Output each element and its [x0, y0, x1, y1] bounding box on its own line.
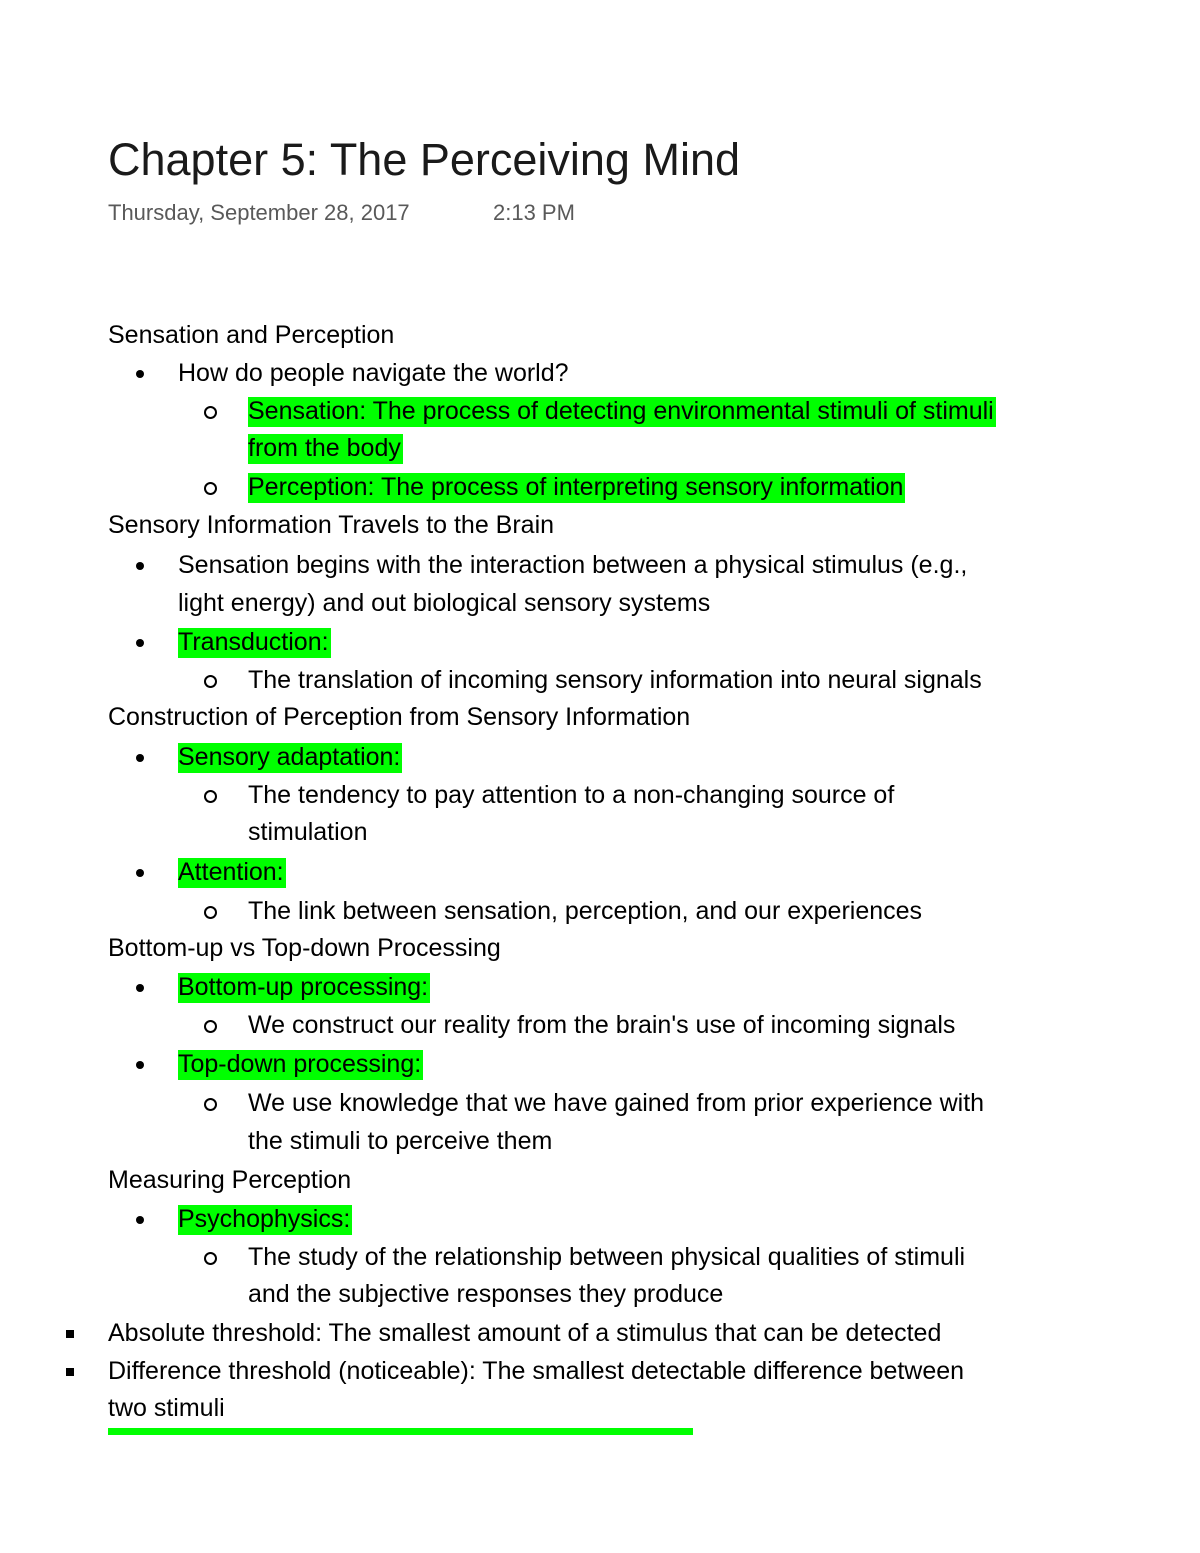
circle-bullet-icon	[204, 1008, 217, 1042]
disc-bullet-icon	[136, 740, 144, 774]
term-highlight: Bottom-up processing:	[178, 973, 429, 1001]
list-item: The translation of incoming sensory information into neural signals	[248, 666, 982, 694]
highlighted-text	[248, 431, 403, 465]
disc-bullet-icon	[136, 625, 144, 659]
section-heading: Construction of Perception from Sensory Information	[108, 703, 691, 731]
square-bullet-icon	[66, 1316, 74, 1350]
highlighted-text	[248, 394, 996, 428]
term-item	[178, 1047, 423, 1081]
list-item: The tendency to pay attention to a non-changing source of	[248, 781, 895, 809]
list-item: and the subjective responses they produce	[248, 1280, 724, 1308]
list-item: Absolute threshold: The smallest amount of a stimulus that can be detected	[108, 1319, 942, 1347]
term-highlight: Transduction:	[178, 628, 329, 656]
disc-bullet-icon	[136, 970, 144, 1004]
circle-bullet-icon	[204, 1086, 217, 1120]
term-highlight: Top-down processing:	[178, 1050, 422, 1078]
note-timestamp	[108, 198, 575, 228]
disc-bullet-icon	[136, 356, 144, 390]
highlight-rule	[108, 1428, 693, 1435]
list-item: light energy) and out biological sensory systems	[178, 589, 711, 617]
list-item: The link between sensation, perception, and our experiences	[248, 897, 923, 925]
term-item	[178, 625, 331, 659]
highlighted-text	[248, 470, 905, 504]
term-highlight: Sensory adaptation:	[178, 743, 401, 771]
section-heading: Sensation and Perception	[108, 321, 395, 349]
definition-highlight: Perception: The process of interpreting sensory information	[248, 473, 904, 501]
section-heading: Sensory Information Travels to the Brain	[108, 511, 555, 539]
term-highlight: Psychophysics:	[178, 1205, 351, 1233]
list-item: two stimuli	[108, 1394, 225, 1422]
section-heading: Measuring Perception	[108, 1166, 352, 1194]
disc-bullet-icon	[136, 1202, 144, 1236]
list-item: Sensation begins with the interaction between a physical stimulus (e.g.,	[178, 551, 968, 579]
circle-bullet-icon	[204, 1240, 217, 1274]
circle-bullet-icon	[204, 470, 217, 504]
list-item: stimulation	[248, 818, 368, 846]
circle-bullet-icon	[204, 663, 217, 697]
list-item: Difference threshold (noticeable): The smallest detectable difference between	[108, 1357, 965, 1385]
section-heading: Bottom-up vs Top-down Processing	[108, 934, 501, 962]
list-item: The study of the relationship between physical qualities of stimuli	[248, 1243, 966, 1271]
list-item: How do people navigate the world?	[178, 359, 569, 387]
circle-bullet-icon	[204, 394, 217, 428]
term-item	[178, 740, 402, 774]
term-highlight: Attention:	[178, 858, 284, 886]
disc-bullet-icon	[136, 1047, 144, 1081]
list-item: We construct our reality from the brain's use of incoming signals	[248, 1011, 956, 1039]
term-item	[178, 970, 430, 1004]
note-time: 2:13 PM	[493, 200, 575, 225]
page-title: Chapter 5: The Perceiving Mind	[108, 134, 740, 185]
circle-bullet-icon	[204, 778, 217, 812]
disc-bullet-icon	[136, 855, 144, 889]
disc-bullet-icon	[136, 548, 144, 582]
term-item	[178, 1202, 352, 1236]
note-date: Thursday, September 28, 2017	[108, 200, 410, 225]
list-item: We use knowledge that we have gained from prior experience with	[248, 1089, 985, 1117]
term-item	[178, 855, 286, 889]
definition-highlight: Sensation: The process of detecting environmental stimuli of stimuli	[248, 397, 994, 425]
square-bullet-icon	[66, 1354, 74, 1388]
circle-bullet-icon	[204, 894, 217, 928]
definition-highlight: from the body	[248, 434, 401, 462]
list-item: the stimuli to perceive them	[248, 1127, 553, 1155]
